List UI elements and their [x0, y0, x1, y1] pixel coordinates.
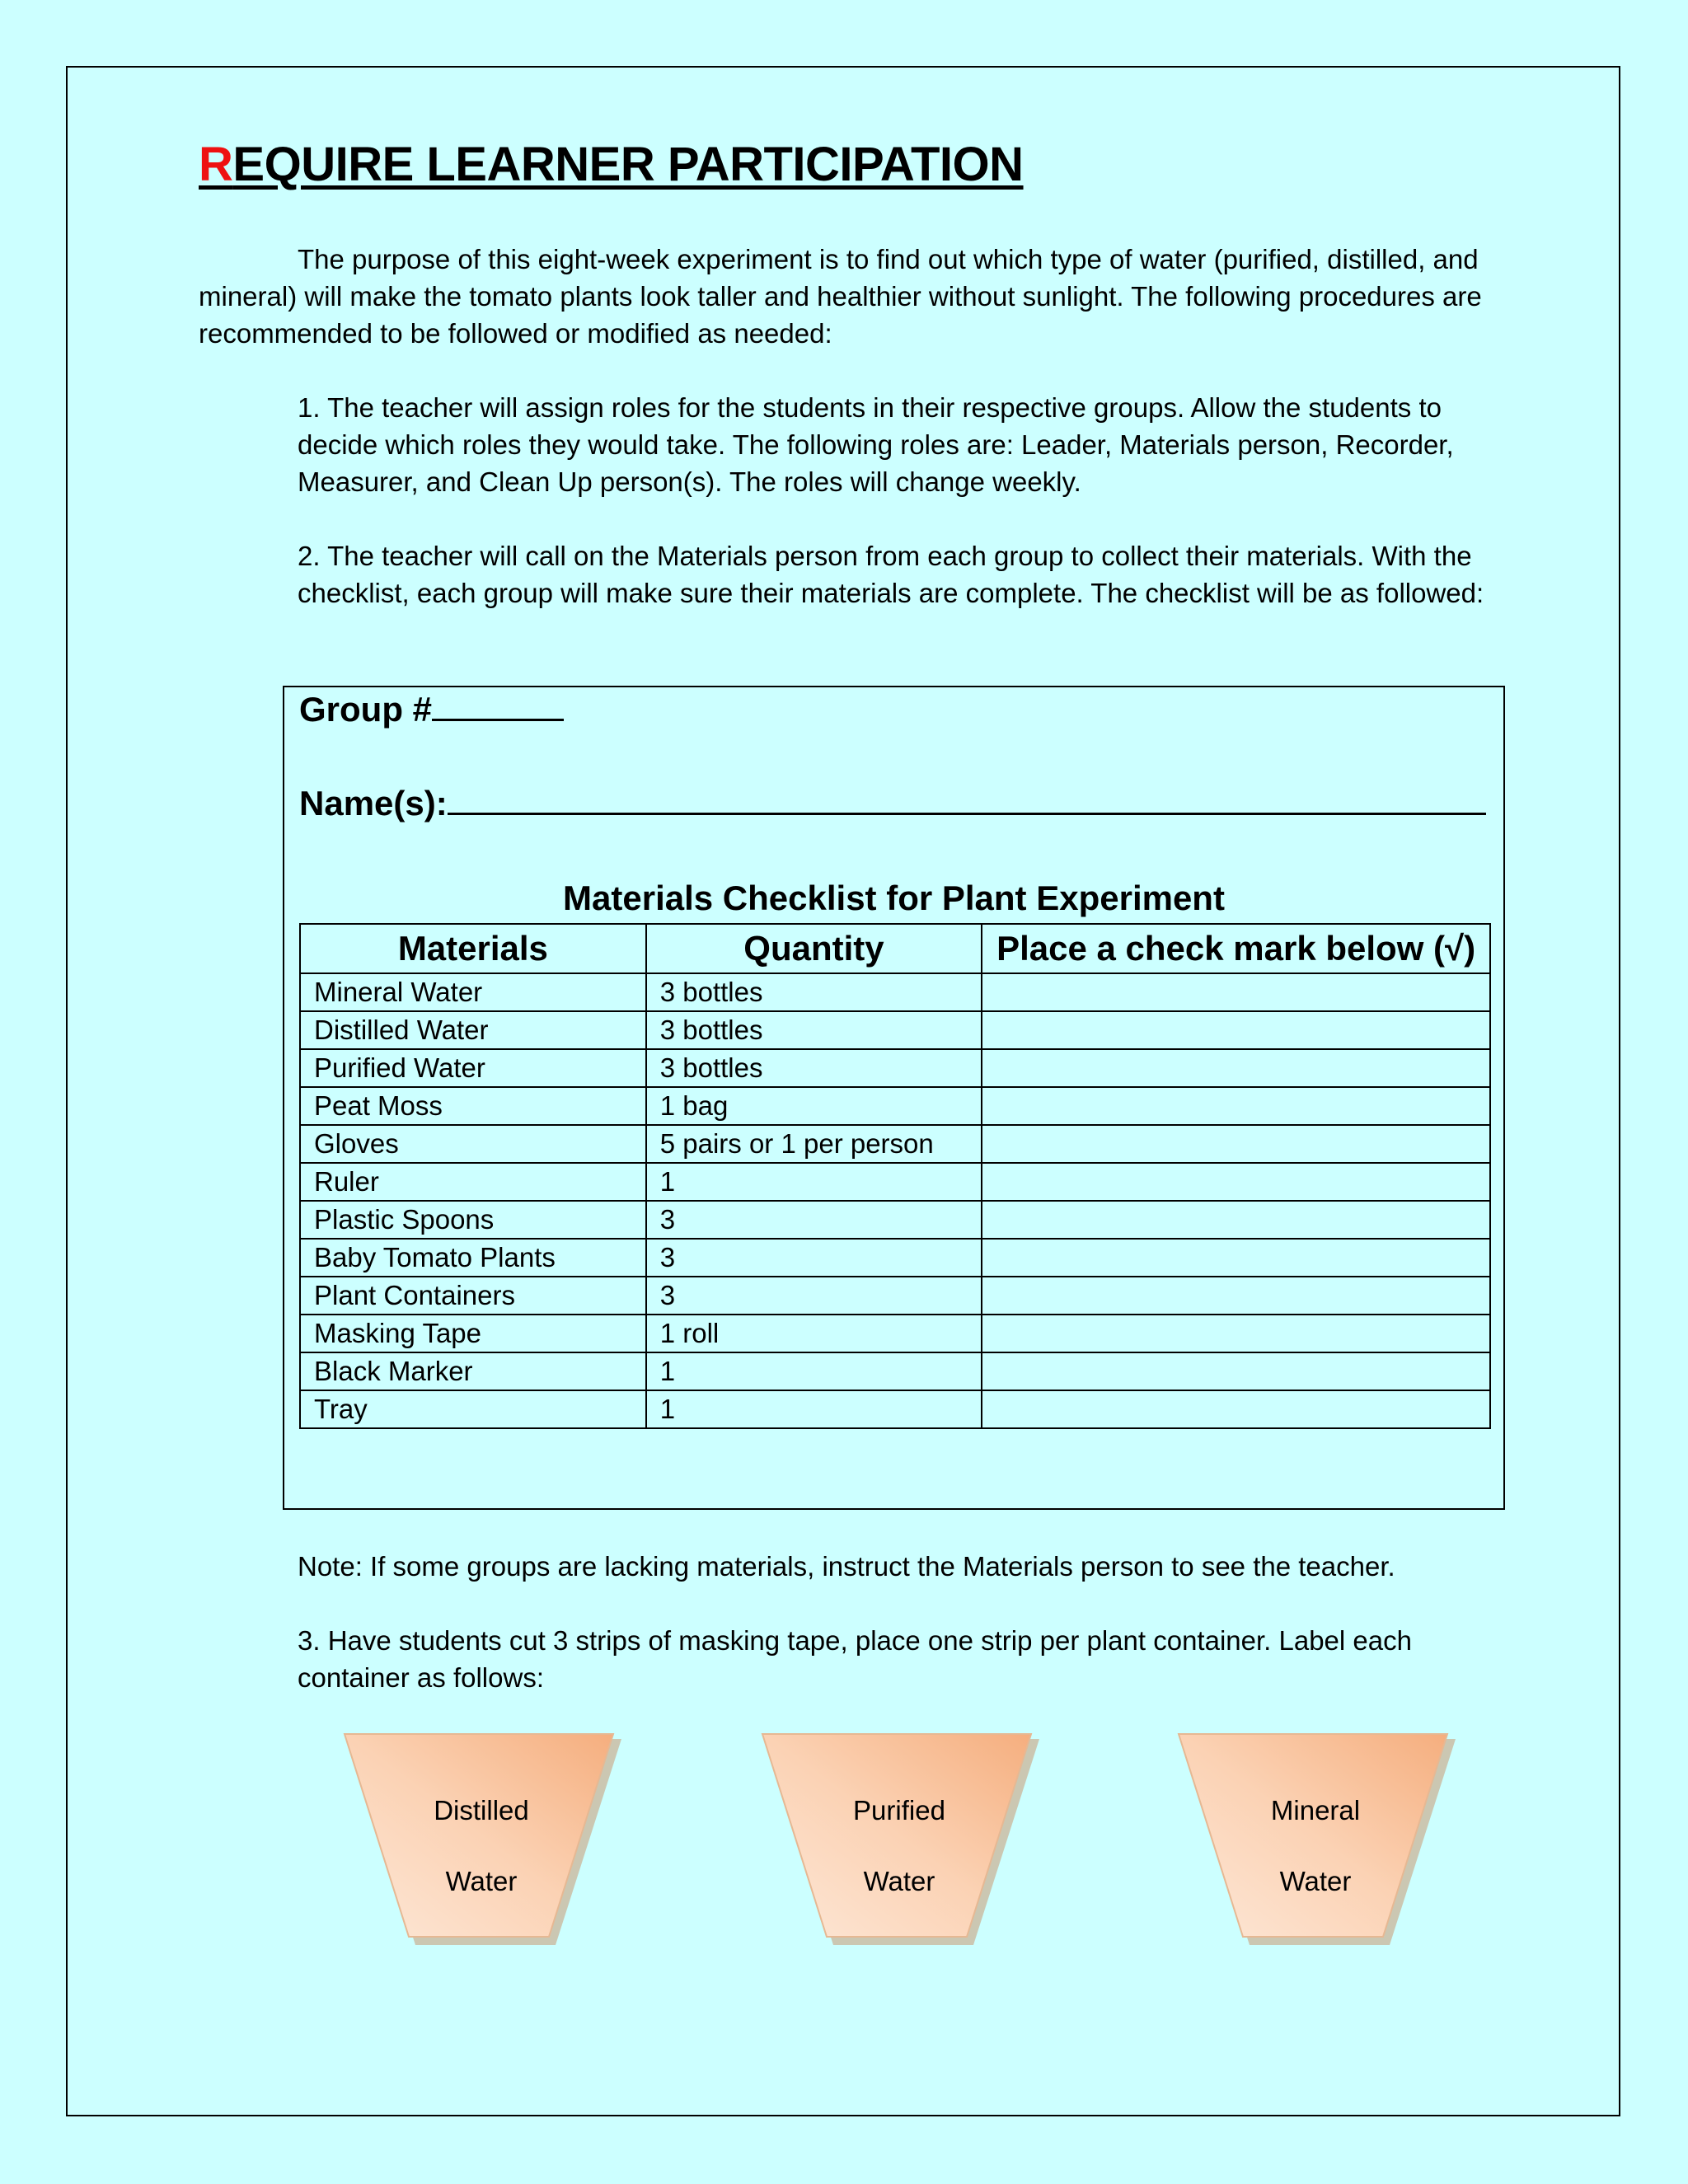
quantity-cell: 1 bag: [646, 1087, 982, 1125]
names-field: [299, 781, 1486, 823]
table-row: [300, 1239, 1490, 1277]
check-cell[interactable]: [982, 1277, 1490, 1315]
table-row: [300, 1125, 1490, 1163]
container-label-purified: [759, 1731, 1039, 1945]
page-title: [199, 137, 1024, 192]
table-row: [300, 1201, 1490, 1239]
container-label-line2: Water: [863, 1866, 935, 1896]
quantity-cell: 3 bottles: [646, 1011, 982, 1049]
check-cell[interactable]: [982, 1125, 1490, 1163]
table-row: [300, 1352, 1490, 1390]
group-number-blank: [432, 687, 564, 721]
material-cell: Peat Moss: [300, 1087, 646, 1125]
table-row: [300, 1390, 1490, 1428]
names-label: Name(s):: [299, 784, 448, 823]
container-labels: [0, 1731, 1688, 1961]
table-row: [300, 1163, 1490, 1201]
check-cell[interactable]: [982, 1239, 1490, 1277]
table-row: [300, 973, 1490, 1011]
table-row: [300, 1011, 1490, 1049]
materials-table: [299, 923, 1491, 1429]
title-first-letter: R: [199, 138, 233, 191]
title-rest: EQUIRE LEARNER PARTICIPATION: [232, 138, 1024, 191]
step-1: 1. The teacher will assign roles for the students in their respective groups. Allow the students to decide which roles they would take. The following roles are: Leader, Materials person, Recorder, Measurer, and Clean Up person(s). The roles will change weekly.: [298, 392, 1454, 497]
material-cell: Mineral Water: [300, 973, 646, 1011]
container-label-line1: Distilled: [434, 1795, 529, 1825]
group-number-field: [299, 687, 564, 729]
quantity-cell: 1 roll: [646, 1315, 982, 1352]
checklist-box: [283, 686, 1505, 1510]
material-cell: Ruler: [300, 1163, 646, 1201]
material-cell: Plastic Spoons: [300, 1201, 646, 1239]
material-cell: Baby Tomato Plants: [300, 1239, 646, 1277]
quantity-cell: 1: [646, 1390, 982, 1428]
check-cell[interactable]: [982, 1390, 1490, 1428]
material-cell: Masking Tape: [300, 1315, 646, 1352]
quantity-cell: 3: [646, 1239, 982, 1277]
check-cell[interactable]: [982, 1087, 1490, 1125]
quantity-cell: 3 bottles: [646, 973, 982, 1011]
table-row: [300, 1277, 1490, 1315]
quantity-cell: 3: [646, 1201, 982, 1239]
note-text: Note: If some groups are lacking materials, instruct the Materials person to see the teacher.: [298, 1551, 1395, 1582]
check-cell[interactable]: [982, 1352, 1490, 1390]
quantity-cell: 1: [646, 1352, 982, 1390]
header-quantity: Quantity: [646, 924, 982, 973]
container-label-line2: Water: [1279, 1866, 1352, 1896]
check-cell[interactable]: [982, 1163, 1490, 1201]
step-2: 2. The teacher will call on the Materials person from each group to collect their materials. With the checklist, each group will make sure their materials are complete. The checklist will be as followed:: [298, 541, 1484, 608]
table-row: [300, 1087, 1490, 1125]
container-shape: [759, 1731, 1039, 1945]
container-label-line2: Water: [445, 1866, 518, 1896]
header-materials: Materials: [300, 924, 646, 973]
check-cell[interactable]: [982, 973, 1490, 1011]
quantity-cell: 3 bottles: [646, 1049, 982, 1087]
quantity-cell: 5 pairs or 1 per person: [646, 1125, 982, 1163]
table-header-row: [300, 924, 1490, 973]
check-cell[interactable]: [982, 1201, 1490, 1239]
group-number-label: Group #: [299, 690, 433, 729]
material-cell: Purified Water: [300, 1049, 646, 1087]
material-cell: Black Marker: [300, 1352, 646, 1390]
container-shape: [341, 1731, 621, 1945]
check-cell[interactable]: [982, 1011, 1490, 1049]
container-shape: [1175, 1731, 1456, 1945]
names-blank: [448, 781, 1486, 815]
material-cell: Plant Containers: [300, 1277, 646, 1315]
quantity-cell: 3: [646, 1277, 982, 1315]
table-row: [300, 1315, 1490, 1352]
container-label-line1: Purified: [853, 1795, 945, 1825]
header-check: Place a check mark below (√): [982, 924, 1490, 973]
material-cell: Gloves: [300, 1125, 646, 1163]
material-cell: Distilled Water: [300, 1011, 646, 1049]
checklist-caption: Materials Checklist for Plant Experiment: [563, 879, 1225, 917]
container-label-line1: Mineral: [1270, 1795, 1361, 1825]
check-cell[interactable]: [982, 1315, 1490, 1352]
check-cell[interactable]: [982, 1049, 1490, 1087]
table-row: [300, 1049, 1490, 1087]
quantity-cell: 1: [646, 1163, 982, 1201]
container-label-mineral: [1175, 1731, 1456, 1945]
material-cell: Tray: [300, 1390, 646, 1428]
intro-paragraph: The purpose of this eight-week experiment is to find out which type of water (purified, distilled, and mineral) will make the tomato plants look taller and healthier without sunlight. The following procedures are recommended to be followed or modified as needed:: [199, 244, 1482, 349]
step-3: 3. Have students cut 3 strips of masking tape, place one strip per plant container. Label each container as follows:: [298, 1625, 1412, 1693]
container-label-distilled: [341, 1731, 621, 1945]
